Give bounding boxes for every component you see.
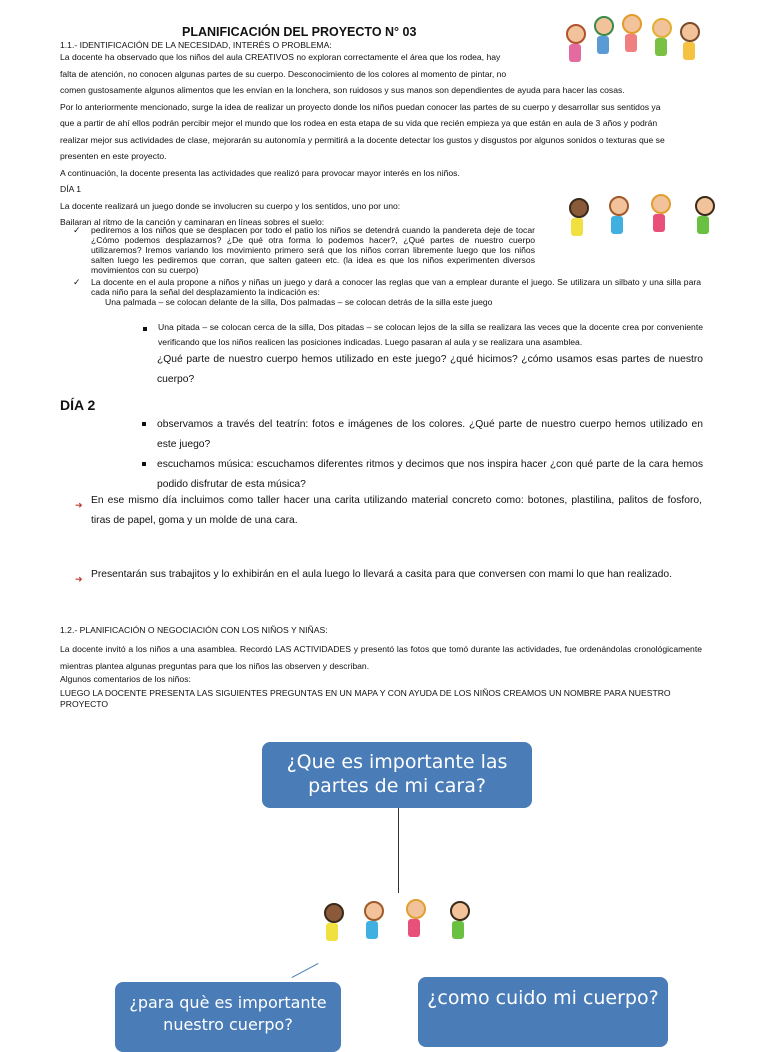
bullet-item <box>157 415 703 455</box>
children-illustration <box>560 10 710 70</box>
checklist-item <box>73 277 701 297</box>
running-children-illustration <box>555 190 745 255</box>
arrow-bullet-icon: ➜ <box>75 574 83 584</box>
running-children-illustration <box>310 895 490 955</box>
day-2-label: DÍA 2 <box>60 397 96 413</box>
arrow-bullet-icon: ➜ <box>75 500 83 510</box>
reflection-question: ¿Qué parte de nuestro cuerpo hemos utilizado en este juego? ¿qué hicimos? ¿cómo usamos esas partes de nuestro cuerpo? <box>157 354 703 385</box>
section-1-2-heading: 1.2.- PLANIFICACIÓN O NEGOCIACIÓN CON LOS NIÑOS Y NIÑAS: <box>60 625 328 635</box>
checklist-text: pediremos a los niños que se desplacen por todo el patio los niños se detendrá cuando la pandereta deje de tocar ¿Cómo podemos desplazarnos? ¿De qué otra forma lo podemos hacer?, ¿Qué partes de nuestro cuerpo utilizaremos? Iremos variando los movimiento primero será que los niños corran libremente luego que los niños salten luego les pediremos que corran, que salten gateen etc. (la idea es que los niños experimenten diversos movimientos con su cuerpo) <box>91 225 535 275</box>
paragraph: La docente invitó a los niños a una asamblea. Recordó LAS ACTIVIDADES y presentó las fotos que tomó durante las actividades, fue ordenándolas cronológicamente mientras plantea algunas preguntas para que los niños las observen y describan. <box>60 644 702 671</box>
text-line: A continuación, la docente presenta las actividades que realizó para provocar mayor interés en los niños. <box>60 167 460 178</box>
bullet-text: En ese mismo día incluimos como taller hacer una carita utilizando material concreto como: botones, plastilina, palitos de fosforo, tiras de papel, goma y un molde de una cara. <box>91 495 702 526</box>
text-line: Bailaran al ritmo de la canción y caminaran en líneas sobres el suelo: <box>60 217 325 227</box>
text-line: La docente ha observado que los niños del aula CREATIVOS no exploran correctamente el área que los rodea, hay <box>60 52 501 62</box>
concept-map-right-node: ¿como cuido mi cuerpo? <box>418 977 668 1047</box>
connector-line <box>398 808 399 893</box>
checkmark-icon: ✓ <box>73 277 81 287</box>
concept-map-left-node: ¿para què es importante nuestro cuerpo? <box>115 982 341 1052</box>
text-line: comen gustosamente algunos alimentos que les envían en la lonchera, son ruidosos y sus manos son dependientes de ayuda para hacer las cosas. <box>60 85 625 95</box>
bullet-text: observamos a través del teatrín: fotos e imágenes de los colores. ¿Qué parte de nuestro cuerpo hemos utilizado en este juego? <box>157 419 703 450</box>
arrow-bullet-item <box>75 565 702 585</box>
text-line: falta de atención, no conocen algunas partes de su cuerpo. Desconocimiento de los colores al momento de pintar, no <box>60 68 507 79</box>
bullet-text: Presentarán sus trabajitos y lo exhibirán en el aula luego lo llevará a casita para que conversen con mami lo que han realizado. <box>91 569 672 580</box>
text-line: que a partir de ahí ellos podrán percibir mejor el mundo que los rodea en esta etapa de su vida que recién empieza ya que están en aula de 3 años y podrán <box>60 118 658 128</box>
connector-line <box>292 963 319 978</box>
bullet-item <box>158 320 703 350</box>
bullet-text: escuchamos música: escuchamos diferentes ritmos y decimos que nos inspira hacer ¿con qué parte de la cara hemos podido disfrutar de esta música? <box>157 459 703 490</box>
day-1-label: DÍA 1 <box>60 184 82 194</box>
bullet-text: Una pitada – se colocan cerca de la silla, Dos pitadas – se colocan lejos de la silla se realizara las veces que la docente crea por conveniente verificando que los niños realicen las posiciones indicadas. Luego pasaran al aula y se realizara una asamblea. <box>158 322 703 347</box>
page-title: PLANIFICACIÓN DEL PROYECTO N° 03 <box>182 25 417 39</box>
section-1-1-heading: 1.1.- IDENTIFICACIÓN DE LA NECESIDAD, INTERÉS O PROBLEMA: <box>60 40 332 50</box>
checklist-item <box>73 225 535 275</box>
square-bullet-icon <box>143 327 147 331</box>
checkmark-icon: ✓ <box>73 225 81 235</box>
text-line: Una palmada – se colocan delante de la silla, Dos palmadas – se colocan detrás de la silla este juego <box>105 297 493 307</box>
square-bullet-icon <box>142 462 146 466</box>
text-line: Por lo anteriormente mencionado, surge la idea de realizar un proyecto donde los niños puedan conocer las partes de su cuerpo y desarrollar sus sentidos ya <box>60 101 661 112</box>
bullet-item <box>157 455 703 495</box>
paragraph: LUEGO LA DOCENTE PRESENTA LAS SIGUIENTES PREGUNTAS EN UN MAPA Y CON AYUDA DE LOS NIÑOS CREAMOS UN NOMBRE PARA NUESTRO PROYECTO <box>60 688 671 709</box>
square-bullet-icon <box>142 422 146 426</box>
text-line: presenten en este proyecto. <box>60 151 167 161</box>
text-line: realizar mejor sus actividades de clase, mejorarán su autonomía y permitirá a la docente detectar los gustos y disgustos por algunos sonidos o texturas que se <box>60 134 665 145</box>
arrow-bullet-item <box>75 491 702 531</box>
paragraph: Algunos comentarios de los niños: <box>60 674 191 684</box>
text-line: La docente realizará un juego donde se involucren su cuerpo y los sentidos, uno por uno: <box>60 200 401 211</box>
checklist-text: La docente en el aula propone a niños y niñas un juego y dará a conocer las reglas que van a emplear durante el juego. Se utilizara un silbato y una silla para cada niño para la señal del desplazamiento la indicación es: <box>91 277 701 297</box>
concept-map-center-node: ¿Que es importante las partes de mi cara? <box>262 742 532 808</box>
